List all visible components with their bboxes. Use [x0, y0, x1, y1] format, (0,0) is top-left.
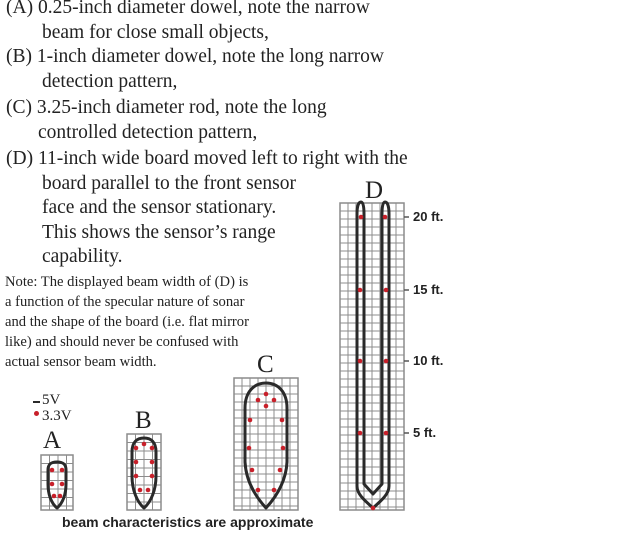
measurement-dot — [384, 431, 389, 436]
measurement-dot — [281, 446, 286, 451]
measurement-dot — [250, 468, 255, 473]
desc-c-line1: (C) 3.25-inch diameter rod, note the long — [6, 97, 327, 118]
desc-d-line5: capability. — [42, 246, 123, 267]
note-line2: a function of the specular nature of sonar — [5, 294, 245, 310]
measurement-dot — [256, 398, 261, 403]
pattern-label-a: A — [43, 427, 62, 454]
desc-a-line2: beam for close small objects, — [42, 22, 269, 43]
grid-d — [340, 203, 404, 510]
desc-d-line2: board parallel to the front sensor — [42, 173, 296, 194]
pattern-label-c: C — [257, 351, 274, 378]
desc-c-line2: controlled detection pattern, — [38, 122, 258, 143]
desc-d-line4: This shows the sensor’s range — [42, 222, 276, 243]
distance-label-20ft: 20 ft. — [413, 209, 444, 224]
measurement-dot — [358, 431, 363, 436]
footer-caption: beam characteristics are approximate — [62, 514, 314, 530]
measurement-dot — [52, 494, 57, 499]
note-line3: and the shape of the board (i.e. flat mirror — [5, 314, 249, 330]
measurement-dot — [150, 474, 155, 479]
beam-outlines — [48, 202, 389, 508]
note-line4: like) and should never be confused with — [5, 334, 239, 350]
distance-label-5ft: 5 ft. — [413, 425, 437, 440]
measurement-dot — [60, 482, 65, 487]
measurement-dot — [384, 359, 389, 364]
distance-label-10ft: 10 ft. — [413, 353, 444, 368]
measurement-dot — [272, 398, 277, 403]
measurement-dot — [358, 288, 363, 293]
measurement-dot — [278, 468, 283, 473]
measurement-dot — [138, 488, 143, 493]
measurement-dot — [134, 460, 139, 465]
measurement-dot — [256, 488, 261, 493]
measurement-dot — [247, 446, 252, 451]
legend-5v-label: 5V — [42, 392, 61, 408]
measurement-dots — [50, 215, 389, 511]
measurement-dot — [280, 418, 285, 423]
legend-3v3-label: 3.3V — [42, 408, 72, 424]
measurement-dot — [272, 488, 277, 493]
measurement-dot — [383, 215, 388, 220]
measurement-dot — [50, 482, 55, 487]
desc-d-line1: (D) 11-inch wide board moved left to right with the — [6, 148, 408, 169]
distance-label-15ft: 15 ft. — [413, 282, 444, 297]
grid-layer — [41, 203, 404, 510]
note-line5: actual sensor beam width. — [5, 354, 157, 370]
pattern-label-b: B — [135, 407, 152, 434]
measurement-dot — [134, 446, 139, 451]
measurement-dot — [371, 506, 376, 511]
measurement-dot — [58, 494, 63, 499]
measurement-dot — [248, 418, 253, 423]
measurement-dot — [358, 359, 363, 364]
measurement-dot — [146, 488, 151, 493]
desc-b-line1: (B) 1-inch diameter dowel, note the long narrow — [6, 46, 384, 67]
measurement-dot — [264, 392, 269, 397]
measurement-dot — [384, 288, 389, 293]
measurement-dot — [142, 442, 147, 447]
measurement-dot — [60, 468, 65, 473]
measurement-dot — [50, 468, 55, 473]
pattern-label-d: D — [365, 177, 384, 204]
measurement-dot — [150, 460, 155, 465]
measurement-dot — [150, 446, 155, 451]
desc-b-line2: detection pattern, — [42, 71, 178, 92]
note-line1: Note: The displayed beam width of (D) is — [5, 274, 249, 290]
desc-d-line3: face and the sensor stationary. — [42, 197, 277, 218]
measurement-dot — [264, 404, 269, 409]
desc-a-line1: (A) 0.25-inch diameter dowel, note the narrow — [6, 0, 370, 18]
measurement-dot — [134, 474, 139, 479]
measurement-dot — [359, 215, 364, 220]
